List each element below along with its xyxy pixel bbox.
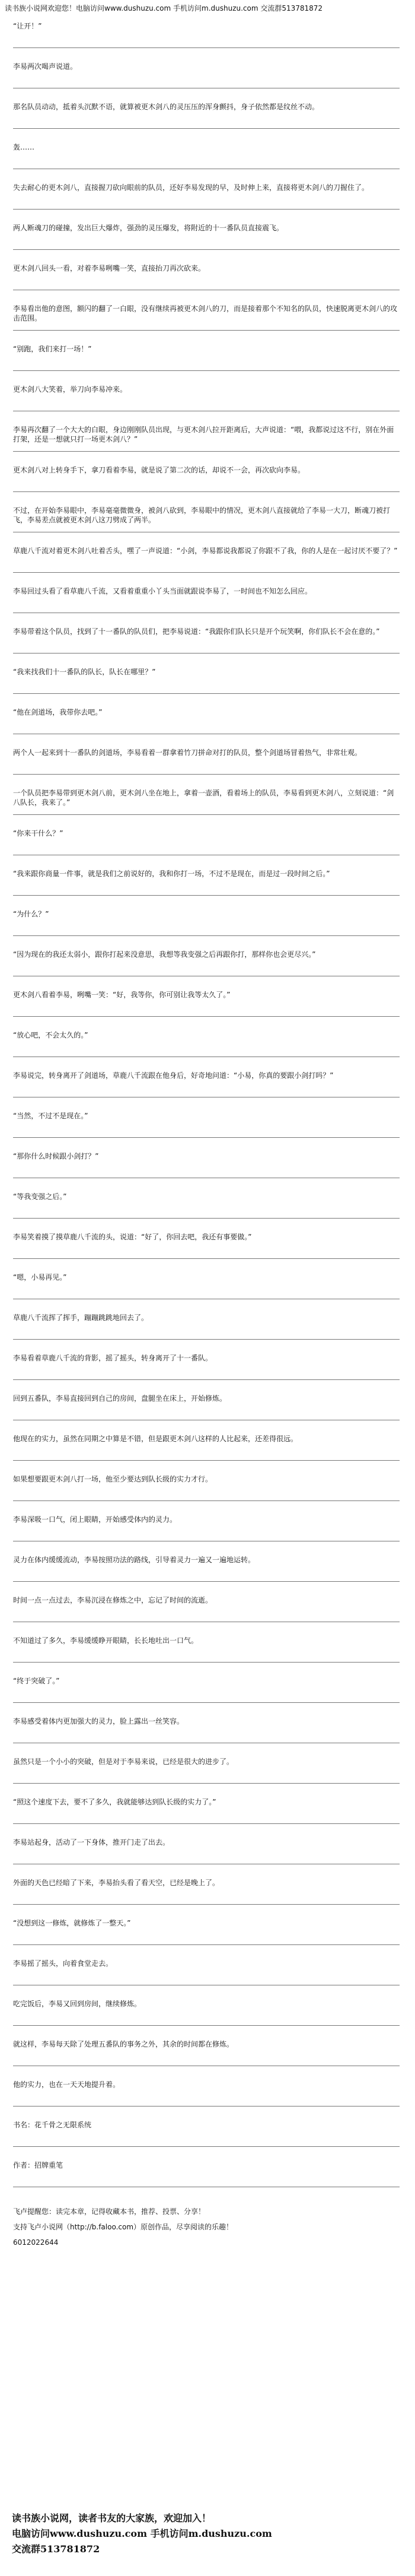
paragraph: “那你什么时候跟小剑打？”	[13, 1152, 99, 1160]
paragraph: 回到五番队，李易直接回到自己的房间，盘腿坐在床上，开始修炼。	[13, 1394, 227, 1403]
paragraph: 李易看着草鹿八千流的背影，摇了摇头，转身离开了十一番队。	[13, 1354, 213, 1362]
separator	[13, 1218, 400, 1219]
separator	[13, 2106, 400, 2107]
paragraph: 灵力在体内缓缓流动，李易按照功法的路线，引导着灵力一遍又一遍地运转。	[13, 1556, 256, 1564]
separator	[13, 572, 400, 573]
separator	[13, 1904, 400, 1905]
header-text: 读书族小说网欢迎您！电脑访问www.dushuzu.com 手机访问m.dushuzu.com 交流群513781872	[5, 4, 323, 12]
paragraph: “嗯，小易再见。”	[13, 1273, 67, 1281]
separator	[13, 491, 400, 492]
paragraph: 那名队员动动，抵着头沉默不语，就算被更木剑八的灵压压的浑身颤抖，身子依然都是纹丝不动。	[13, 103, 320, 111]
paragraph: 就这样，李易每天除了处理五番队的事务之外，其余的时间都在修炼。	[13, 2040, 234, 2048]
paragraph: 李易笑着摸了摸草鹿八千流的头，说道：“好了，你回去吧，我还有事要做。”	[13, 1233, 252, 1241]
paragraph: 不知道过了多久，李易缓缓睁开眼睛，长长地吐出一口气。	[13, 1636, 199, 1645]
paragraph: 更木剑八看着李易，咧嘴一笑：“好，我等你，你可别让我等太久了。”	[13, 991, 231, 999]
paragraph: “照这个速度下去，要不了多久，我就能够达到队长级的实力了。”	[13, 1798, 216, 1806]
paragraph: “我来跟你商量一件事，就是我们之前说好的，我和你打一场，不过不是现在，而是过一段时间之后。”	[13, 870, 330, 878]
paragraph: 李易感受着体内更加强大的灵力，脸上露出一丝笑容。	[13, 1717, 184, 1725]
paragraph: “让开！”	[13, 22, 42, 30]
separator	[13, 1379, 400, 1380]
separator	[13, 249, 400, 250]
footer-note: 6012022644	[13, 2238, 59, 2247]
separator	[13, 1016, 400, 1017]
paragraph: 他现在的实力，虽然在同期之中算是不错，但是跟更木剑八这样的人比起来，还差得很远。	[13, 1435, 298, 1443]
paragraph: 更木剑八对上转身手下，拿刀看着李易，就是说了第二次的话，却说不一会，再次砍向李易。	[13, 466, 305, 474]
separator	[13, 1258, 400, 1259]
separator	[13, 895, 400, 896]
paragraph: 两人断魂刀的碰撞，发出巨大爆炸，强劲的灵压爆发，将附近的十一番队员直接震飞。	[13, 224, 284, 232]
paragraph: 作者：招牌重笔	[13, 2161, 63, 2169]
separator	[13, 1662, 400, 1663]
paragraph: “我来找我们十一番队的队长，队长在哪里？”	[13, 668, 156, 676]
separator	[13, 1581, 400, 1582]
footer-note[interactable]: 支持飞卢小说网（http://b.faloo.com）原创作品，尽享阅读的乐趣！	[13, 2223, 234, 2231]
footer-group-number: 交流群513781872	[12, 2543, 100, 2555]
separator	[13, 1944, 400, 1945]
paragraph: 更木剑八回头一看，对着李易咧嘴一笑，直接抬刀再次砍来。	[13, 264, 206, 272]
paragraph: 如果想要跟更木剑八打一场，他至少要达到队长级的实力才行。	[13, 1475, 213, 1483]
separator	[13, 209, 400, 210]
paragraph: “他在剑道场，我带你去吧。”	[13, 708, 103, 716]
paragraph: 外面的天色已经暗了下来，李易抬头看了看天空，已经是晚上了。	[13, 1879, 220, 1887]
paragraph: “别跑，我们来打一场！”	[13, 345, 92, 353]
separator	[13, 330, 400, 331]
paragraph: “没想到这一修炼，就修炼了一整天。”	[13, 1919, 131, 1927]
separator	[13, 128, 400, 129]
footer	[12, 2511, 403, 2557]
paragraph: 李易回过头看了看草鹿八千流，又看着重重小丫头当面就跟说李易了，一时间也不知怎么回应。	[13, 587, 312, 595]
paragraph: 李易看出他的意图，额闪的翻了一白眼，没有继续再被更木剑八的刀，而是接着那个不知名的队员，快速脱离更木剑八的攻击范围。	[13, 304, 398, 322]
footer-slogan: 读书族小说网，读者书友的大家族，欢迎加入！	[12, 2512, 212, 2524]
paragraph: “等我变强之后。”	[13, 1192, 67, 1201]
paragraph: “放心吧，不会太久的。”	[13, 1031, 88, 1039]
paragraph: 他的实力，也在一天天地提升着。	[13, 2080, 120, 2089]
paragraph: “当然，不过不是现在。”	[13, 1112, 88, 1120]
paragraph: 草鹿八千流挥了挥手，蹦蹦跳跳地回去了。	[13, 1314, 149, 1322]
footer-site-links[interactable]: 电脑访问www.dushuzu.com 手机访问m.dushuzu.com	[12, 2528, 272, 2539]
paragraph: 虽然只是一个小小的突破，但是对于李易来说，已经是很大的进步了。	[13, 1757, 234, 1766]
separator	[13, 814, 400, 815]
separator	[13, 1460, 400, 1461]
paragraph: 李易两次喝声说道。	[13, 62, 78, 71]
paragraph: 李易站起身，活动了一下身体，推开门走了出去。	[13, 1838, 170, 1847]
paragraph: “为什么？”	[13, 910, 49, 918]
paragraph: 吃完饭后，李易又回到房间，继续修炼。	[13, 2000, 142, 2008]
separator	[13, 1339, 400, 1340]
separator	[13, 1500, 400, 1501]
separator	[13, 1783, 400, 1784]
paragraph: 不过，在开始李易眼中，李易毫毫微微身，被剑八砍到，李易眼中的情况，更木剑八直接就给了李易一大刀，断魂刀被打飞，李易差点就被更木剑八这刀劈成了两半。	[13, 506, 391, 524]
separator	[13, 2146, 400, 2147]
separator	[13, 1823, 400, 1824]
paragraph: 李易摇了摇头，向着食堂走去。	[13, 1959, 113, 1968]
separator	[13, 47, 400, 48]
footer-note: 飞卢提醒您：读完本章，记得收藏本书，推荐、投票、分享！	[13, 2207, 206, 2216]
paragraph: 李易再次翻了一个大大的白眼，身边刚刚队员出现，与更木剑八拉开距离后，大声说道：“喂，我都说过这不行，别在外面打架，还是一想就只打一场更木剑八？”	[13, 426, 394, 443]
separator	[13, 1702, 400, 1703]
paragraph: 轰……	[13, 143, 35, 151]
paragraph: 草鹿八千流对着更木剑八吐着舌头，嘿了一声说道：“小剑，李易都说我都说了你跟不了我，你的人是在一起讨厌不要了？”	[13, 547, 398, 555]
separator	[13, 2025, 400, 2026]
paragraph: “你来干什么？”	[13, 829, 63, 837]
paragraph: 李易深吸一口气，闭上眼睛，开始感受体内的灵力。	[13, 1515, 177, 1524]
paragraph: 更木剑八大笑着，举刀向李易冲来。	[13, 385, 127, 394]
paragraph: “因为现在的我还太弱小，跟你打起来没意思，我想等我变强之后再跟你打，那样你也会更尽兴。”	[13, 950, 316, 959]
paragraph: “终于突破了。”	[13, 1677, 60, 1685]
paragraph: 两个人一起来到十一番队的剑道场，李易看着一群拿着竹刀拼命对打的队员，整个剑道场冒着热气，非常壮观。	[13, 748, 362, 757]
paragraph: 李易说完，转身离开了剑道场，草鹿八千流跟在他身后，好奇地问道：“小易，你真的要跟小剑打吗？”	[13, 1071, 334, 1080]
separator	[13, 774, 400, 775]
paragraph: 李易带着这个队员，找到了十一番队的队员们，把李易说道：“我跟你们队长只是开个玩笑啊，你们队长不会在意的。”	[13, 627, 380, 636]
separator	[13, 451, 400, 452]
paragraph: 一个队员把李易带到更木剑八前，更木剑八坐在地上，拿着一壶酒，看着场上的队员，李易看到更木剑八，立刻说道：“剑八队长，我来了。”	[13, 789, 394, 807]
separator	[13, 1137, 400, 1138]
paragraph: 时间一点一点过去，李易沉浸在修炼之中，忘记了时间的流逝。	[13, 1596, 213, 1604]
paragraph: 失去耐心的更木剑八，直接握刀砍向眼前的队员，还好李易发现的早，及时伸上来，直接将更木剑八的刀握住了。	[13, 183, 369, 192]
paragraph: 书名：花千骨之无限系统	[13, 2121, 92, 2129]
separator	[13, 935, 400, 936]
separator	[13, 693, 400, 694]
separator	[13, 370, 400, 371]
